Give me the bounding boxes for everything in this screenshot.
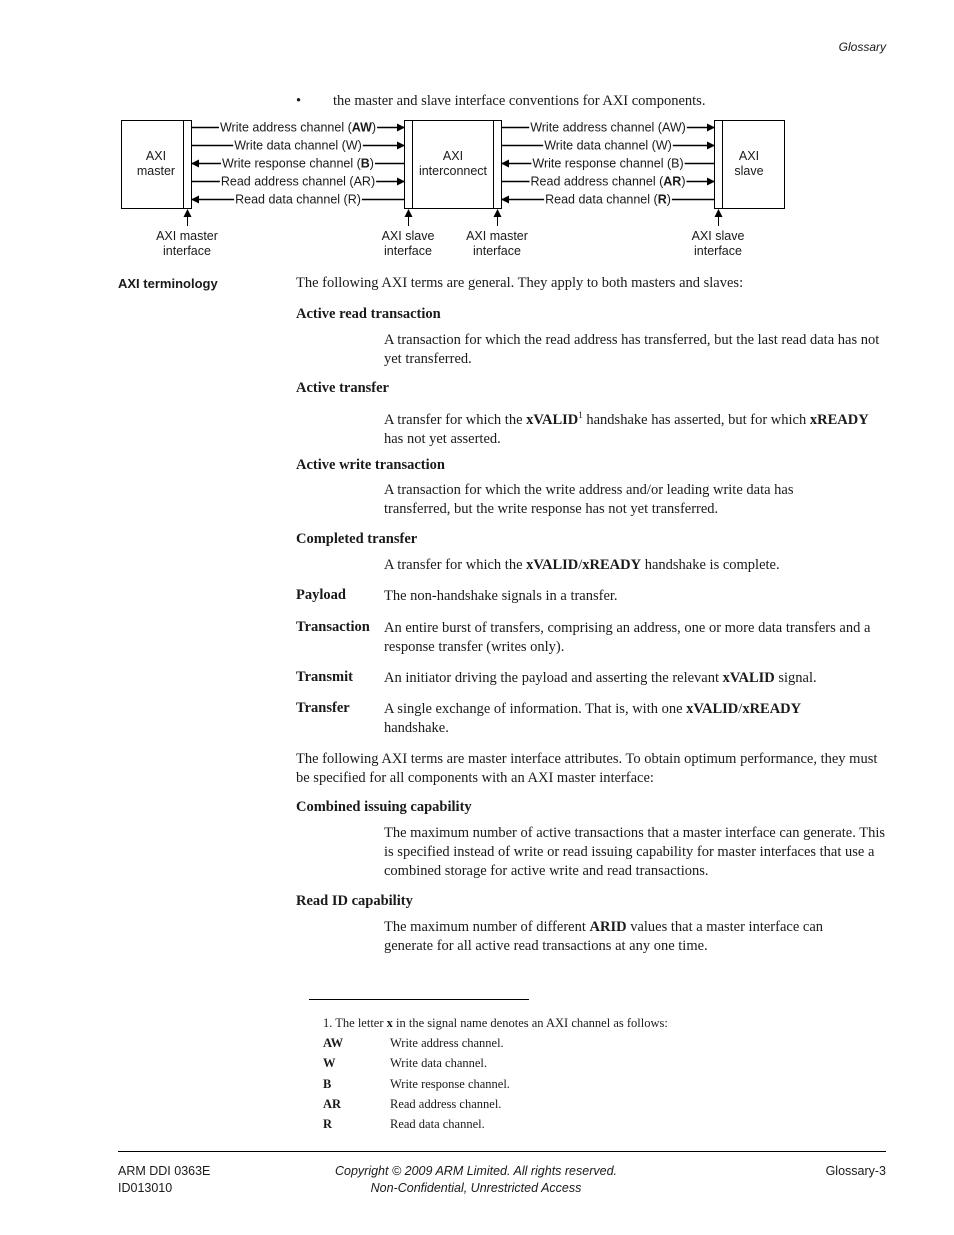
axi-interconnect-master-strip <box>494 121 502 209</box>
footnote-key: B <box>323 1076 332 1091</box>
ic-slave-if-label-2: interface <box>384 244 432 258</box>
footnote-key: AW <box>323 1036 344 1050</box>
axi-terminology-heading: AXI terminology <box>118 276 218 291</box>
footnote-value: Read address channel. <box>390 1096 502 1111</box>
term-combined-issuing: Combined issuing capability <box>296 799 472 815</box>
footnote-value: Read data channel. <box>390 1117 485 1132</box>
desc-read-id: The maximum number of different ARID values that a master interface can generate for all active read transactions at any one time. <box>384 919 824 954</box>
term-payload: Payload <box>296 587 346 603</box>
term-read-id: Read ID capability <box>296 893 413 909</box>
bullet-symbol: • <box>296 93 302 109</box>
footer-id: ID013010 <box>118 1181 173 1195</box>
right-channel-label: Read data channel (R) <box>545 192 671 207</box>
right-channel-label: Write address channel (AW) <box>530 120 686 135</box>
left-channel-group <box>192 121 404 207</box>
master-attributes-intro: The following AXI terms are master interface attributes. To obtain optimum performance, they must be specified for all components with an AXI master interface: <box>296 751 878 786</box>
slave-if-label-1: AXI slave <box>691 229 745 243</box>
terminology-intro: The following AXI terms are general. They apply to both masters and slaves: <box>296 275 744 291</box>
master-box-label-2: master <box>136 164 176 178</box>
desc-combined-issuing: The maximum number of active transactions that a master interface can generate. This is specified instead of write or read issuing capability for master interfaces that use a combined storage for active write and read transactions. <box>384 825 885 879</box>
desc-completed-transfer: A transfer for which the xVALID/xREADY handshake is complete. <box>384 557 780 573</box>
right-channel-label: Read address channel (AR) <box>530 174 686 189</box>
footnote-key: W <box>323 1056 336 1071</box>
slave-box-label-1: AXI <box>738 149 760 163</box>
axi-architecture-diagram <box>0 0 954 270</box>
footnote-value: Write address channel. <box>390 1036 504 1050</box>
footnote-rule <box>309 999 529 1000</box>
master-box-label-1: AXI <box>145 149 167 163</box>
footer-doc-id: ARM DDI 0363E <box>118 1164 211 1178</box>
axi-interconnect-slave-strip <box>405 121 413 209</box>
term-transmit: Transmit <box>296 669 353 685</box>
ic-master-if-label-1: AXI master <box>466 229 528 243</box>
footer-copyright: Copyright © 2009 ARM Limited. All rights reserved. <box>334 1164 617 1178</box>
ic-slave-if-label-1: AXI slave <box>381 229 435 243</box>
right-channel-label: Write response channel (B) <box>532 156 684 171</box>
bullet-text: the master and slave interface conventions for AXI components. <box>333 93 706 109</box>
right-channel-label: Write data channel (W) <box>544 138 672 153</box>
term-completed-transfer: Completed transfer <box>296 531 418 547</box>
desc-active-write: A transaction for which the write address and/or leading write data has transferred, but the write response has not yet transferred. <box>384 482 794 517</box>
term-transfer: Transfer <box>296 700 350 716</box>
footnote-value: Write response channel. <box>390 1076 510 1091</box>
left-channel-label: Write address channel (AW) <box>219 120 377 135</box>
desc-payload: The non-handshake signals in a transfer. <box>384 588 618 604</box>
footer-rule <box>118 1151 886 1152</box>
term-active-write: Active write transaction <box>296 457 445 473</box>
footer-access: Non-Confidential, Unrestricted Access <box>370 1181 582 1195</box>
ic-master-if-label-2: interface <box>473 244 521 258</box>
interconnect-box-label-1: AXI <box>442 149 464 163</box>
term-transaction: Transaction <box>296 619 370 635</box>
footnote-intro: 1. The letter x in the signal name denotes an AXI channel as follows: <box>323 1016 668 1030</box>
left-channel-label: Read data channel (R) <box>235 192 361 207</box>
desc-transaction: An entire burst of transfers, comprising an address, one or more data transfers and a response transfer (writes only). <box>384 620 871 655</box>
desc-transfer: A single exchange of information. That is, with one xVALID/xREADY handshake. <box>384 701 802 736</box>
axi-master-interface-strip <box>184 121 192 209</box>
footnote-key: AR <box>323 1096 342 1111</box>
slave-box-label-2: slave <box>734 164 764 178</box>
desc-active-transfer: A transfer for which the xVALID$^1$ handshake has asserted, but for which xREADY has not yet asserted. <box>384 410 869 447</box>
master-if-label-2: interface <box>163 244 211 258</box>
axi-slave-interface-strip <box>715 121 723 209</box>
desc-transmit: An initiator driving the payload and asserting the relevant xVALID signal. <box>384 670 817 686</box>
left-channel-label: Write data channel (W) <box>234 138 362 153</box>
footnote-key: R <box>323 1117 333 1132</box>
left-channel-label: Read address channel (AR) <box>220 174 376 189</box>
right-channel-group <box>502 121 714 207</box>
master-if-label-1: AXI master <box>156 229 218 243</box>
interconnect-box-label-2: interconnect <box>418 164 488 178</box>
footnote-value: Write data channel. <box>390 1056 488 1071</box>
slave-if-label-2: interface <box>694 244 742 258</box>
footer-page-number: Glossary-3 <box>825 1164 886 1178</box>
left-channel-label: Write response channel (B) <box>222 156 374 171</box>
running-header: Glossary <box>838 40 886 54</box>
term-active-transfer: Active transfer <box>296 380 389 396</box>
footnote-ref: 1 <box>578 410 583 420</box>
term-active-read: Active read transaction <box>296 306 441 322</box>
desc-active-read: A transaction for which the read address has transferred, but the last read data has not yet transferred. <box>384 332 880 367</box>
